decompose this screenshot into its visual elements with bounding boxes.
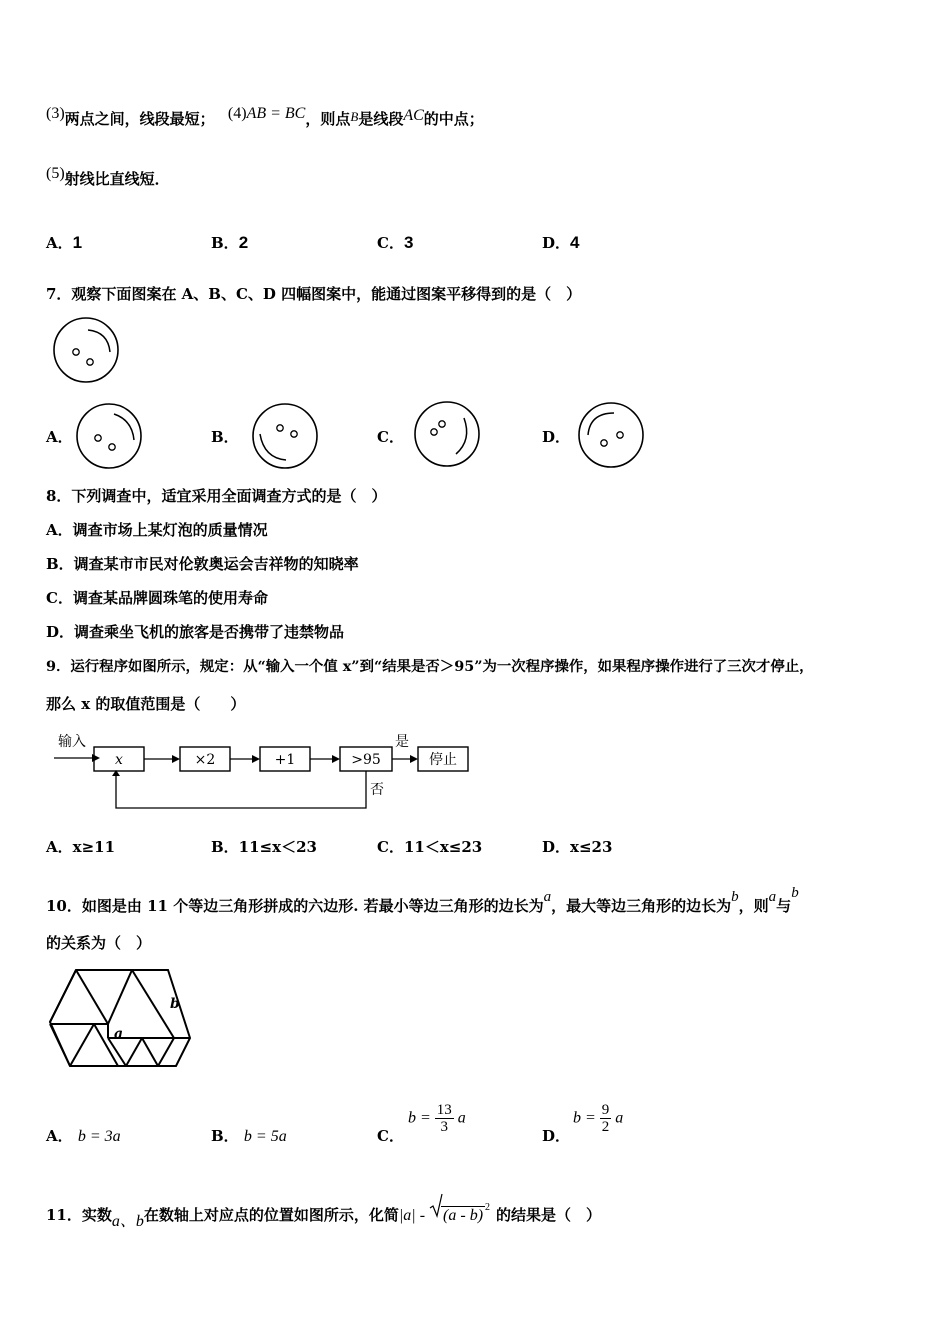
q9-flow-box-compare-text: >95 (351, 752, 381, 768)
q9-stem-line2: 那么 x 的取值范围是（ ） (46, 695, 246, 713)
q9-option-d[interactable]: D．x≤23 (542, 838, 613, 856)
q9-flow-no-label: 否 (370, 782, 384, 798)
q11-vars: a、b (111, 1213, 144, 1230)
q7-option-a-label[interactable]: A． (46, 428, 73, 446)
q10-figure-label-b: b (170, 996, 180, 1012)
q7-option-c-face-icon[interactable] (412, 400, 482, 468)
q6-statement-5 (46, 164, 170, 189)
q7-option-c-label[interactable]: C． (377, 428, 404, 446)
q11-stem (46, 1198, 601, 1232)
q9-option-c[interactable]: C．11＜x≤23 (377, 838, 483, 856)
q10-figure-label-a: a (114, 1026, 124, 1042)
q10-var-b: b (731, 889, 739, 905)
q7-reference-face-icon (50, 316, 122, 384)
q9-flow-box-plus1-text: +1 (274, 752, 296, 768)
q11-stem-part3: 的结果是（ ） (496, 1206, 602, 1224)
q6-option-b[interactable]: B．2 (211, 233, 249, 252)
q10-option-c-expr[interactable]: b = $\frac{13}{3}$ a (408, 1102, 466, 1135)
q10-option-c-label[interactable]: C． (377, 1127, 404, 1145)
q6-s4-point-b: B (350, 109, 359, 124)
q6-option-c[interactable]: C．3 (377, 233, 414, 252)
q9-flow-box-stop-text: 停止 (429, 752, 457, 768)
q6-s4-segment-ac: AC (403, 107, 424, 124)
q10-var-a-2: a (768, 889, 777, 905)
q11-abs-a: |a| (398, 1207, 416, 1224)
q10-stem-part1: 10．如图是由 11 个等边三角形拼成的六边形. 若最小等边三角形的边长为 (46, 897, 544, 915)
q6-statement-3 (46, 104, 484, 129)
q8-stem: 8．下列调查中，适宜采用全面调查方式的是（ ） (46, 487, 387, 505)
q6-s4-equation: AB = BC (246, 105, 306, 122)
q11-stem-part1: 11．实数 (46, 1206, 112, 1224)
q6-s4-text3: 的中点； (423, 110, 484, 128)
q10-stem-part4: 与 (776, 897, 792, 915)
q9-stem-line1: 9．运行程序如图所示，规定：从“输入一个值 x”到“结果是否＞95”为一次程序操作，如果程序操作进行了三次才停止， (46, 658, 814, 675)
q8-option-c[interactable]: C．调查某品牌圆珠笔的使用寿命 (46, 589, 268, 607)
q8-option-b[interactable]: B．调查某市市民对伦敦奥运会吉祥物的知晓率 (46, 555, 359, 573)
q6-option-a[interactable]: A．1 (46, 233, 83, 252)
q6-s4-text2: 是线段 (358, 110, 404, 128)
q9-flow-box-x-text: x (115, 752, 123, 768)
q10-var-b-2: b (791, 885, 799, 901)
q6-s4-number: (4) (227, 105, 247, 122)
q10-option-a[interactable]: A． b = 3a (46, 1127, 121, 1145)
q6-s5-text: 射线比直线短． (64, 170, 170, 188)
q6-s3-number: (3) (46, 105, 65, 122)
q10-option-b[interactable]: B． b = 5a (211, 1127, 287, 1145)
q9-option-b[interactable]: B．11≤x＜23 (211, 838, 317, 856)
q11-stem-part2: 在数轴上对应点的位置如图所示，化简 (143, 1206, 399, 1224)
q10-stem-part2: ，最大等边三角形的边长为 (551, 897, 732, 915)
q8-option-d[interactable]: D．调查乘坐飞机的旅客是否携带了违禁物品 (46, 623, 345, 641)
q10-stem-line1 (46, 883, 799, 916)
q9-option-a[interactable]: A．x≥11 (46, 838, 116, 856)
q6-s4-text1: ，则点 (305, 110, 351, 128)
q10-stem-line2: 的关系为（ ） (46, 934, 152, 952)
q10-option-d-label[interactable]: D． (542, 1127, 571, 1145)
q10-var-a: a (543, 889, 552, 905)
q10-option-d-expr[interactable]: b = $\frac{9}{2}$ a (573, 1102, 624, 1135)
q7-option-d-face-icon[interactable] (576, 401, 646, 469)
q9-flow-box-times2-text: ×2 (194, 752, 216, 768)
q9-flowchart (48, 728, 478, 814)
q8-option-a[interactable]: A．调查市场上某灯泡的质量情况 (46, 521, 268, 539)
q11-sqrt (429, 1198, 490, 1226)
q7-option-a-face-icon[interactable] (74, 402, 144, 470)
q6-s5-number: (5) (46, 165, 65, 182)
q7-option-b-label[interactable]: B． (211, 428, 239, 446)
q10-hexagon-figure (46, 966, 196, 1072)
q11-minus: - (419, 1207, 426, 1224)
q11-radicand: (a - b) (443, 1207, 484, 1224)
q10-stem-part3: ，则 (738, 897, 769, 915)
q7-stem: 7．观察下面图案在 A、B、C、D 四幅图案中，能通过图案平移得到的是（ ） (46, 285, 582, 303)
q9-flow-input-label: 输入 (58, 734, 86, 750)
q7-option-d-label[interactable]: D． (542, 428, 571, 446)
q6-option-d[interactable]: D．4 (542, 233, 580, 252)
q11-exponent: 2 (485, 1202, 491, 1213)
q9-flow-yes-label: 是 (395, 734, 409, 750)
q6-s3-text: 两点之间，线段最短； (64, 110, 215, 128)
q7-option-b-face-icon[interactable] (250, 402, 320, 470)
